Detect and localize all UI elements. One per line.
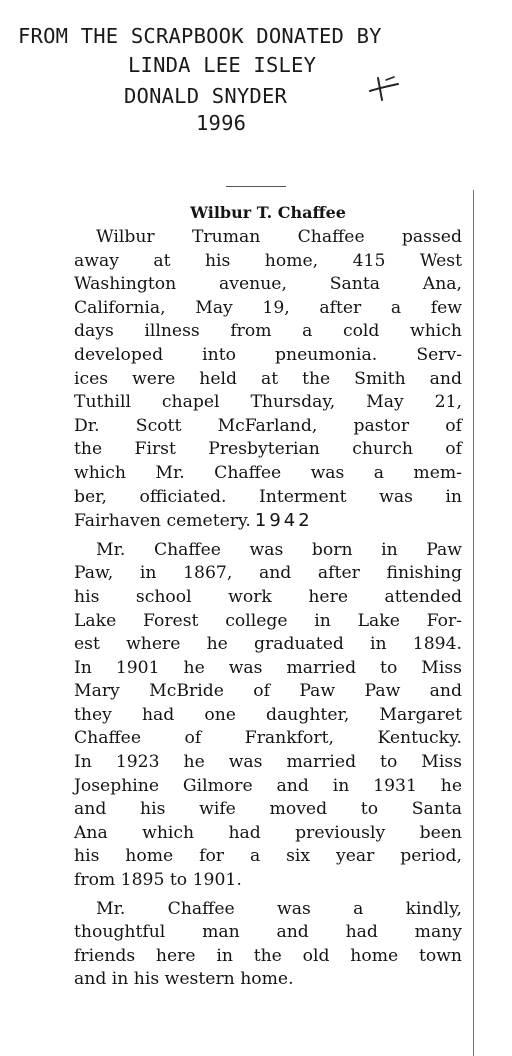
text-line: Paw, in 1867, and after finishing <box>74 563 462 584</box>
text-line: In 1901 he was married to Miss <box>74 657 462 678</box>
text-line: ber, officiated. Interment was in <box>74 486 462 507</box>
paragraph-2 <box>74 539 462 893</box>
text-line: they had one daughter, Margaret <box>74 704 462 725</box>
text-line <box>74 509 462 534</box>
text-line: the First Presbyterian church of <box>74 439 462 460</box>
header-line-4: 1996 <box>196 111 247 135</box>
text-line: days illness from a cold which <box>74 321 462 342</box>
paragraph-1 <box>74 226 462 534</box>
paragraph-3 <box>74 898 462 992</box>
text-line: Mr. Chaffee was a kindly, <box>96 898 462 919</box>
text-line: Lake Forest college in Lake For- <box>74 610 462 631</box>
text-line: Dr. Scott McFarland, pastor of <box>74 415 462 436</box>
text-line: Mary McBride of Paw Paw and <box>74 681 462 702</box>
text-line: est where he graduated in 1894. <box>74 634 462 655</box>
text-line: thoughtful man and had many <box>74 922 462 943</box>
text-line: his school work here attended <box>74 586 462 607</box>
text-line: Josephine Gilmore and in 1931 he <box>74 775 462 796</box>
text-line: ices were held at the Smith and <box>74 368 462 389</box>
text-line: Washington avenue, Santa Ana, <box>74 274 462 295</box>
text-line: California, May 19, after a few <box>74 297 462 318</box>
text-line: which Mr. Chaffee was a mem- <box>74 462 462 483</box>
header-line-2: LINDA LEE ISLEY <box>128 53 317 77</box>
handwritten-check-mark-icon <box>368 74 400 104</box>
text-line: away at his home, 415 West <box>74 250 462 271</box>
text-line: Tuthill chapel Thursday, May 21, <box>74 392 462 413</box>
header-line-3: DONALD SNYDER <box>124 84 288 108</box>
header-line-1: FROM THE SCRAPBOOK DONATED BY <box>18 24 382 48</box>
text-line: In 1923 he was married to Miss <box>74 752 462 773</box>
clipping-column-rule <box>473 190 474 1056</box>
clipping-top-rule <box>226 186 286 187</box>
article-title: Wilbur T. Chaffee <box>190 203 346 222</box>
text-line: and in his western home. <box>74 969 294 990</box>
text-line: his home for a six year period, <box>74 846 462 867</box>
text-line: Chaffee of Frankfort, Kentucky. <box>74 728 462 749</box>
text-line: from 1895 to 1901. <box>74 870 242 891</box>
newspaper-clipping <box>62 186 474 1056</box>
text-line: and his wife moved to Santa <box>74 799 462 820</box>
text-line: friends here in the old home town <box>74 945 462 966</box>
text-line: developed into pneumonia. Serv- <box>74 344 462 365</box>
text-line-content: Fairhaven cemetery. <box>74 511 251 532</box>
handwritten-year: 1942 <box>254 510 313 532</box>
text-line: Wilbur Truman Chaffee passed <box>96 227 462 247</box>
obituary-article <box>74 202 462 997</box>
text-line: Ana which had previously been <box>74 822 462 843</box>
text-line: Mr. Chaffee was born in Paw <box>96 539 462 560</box>
